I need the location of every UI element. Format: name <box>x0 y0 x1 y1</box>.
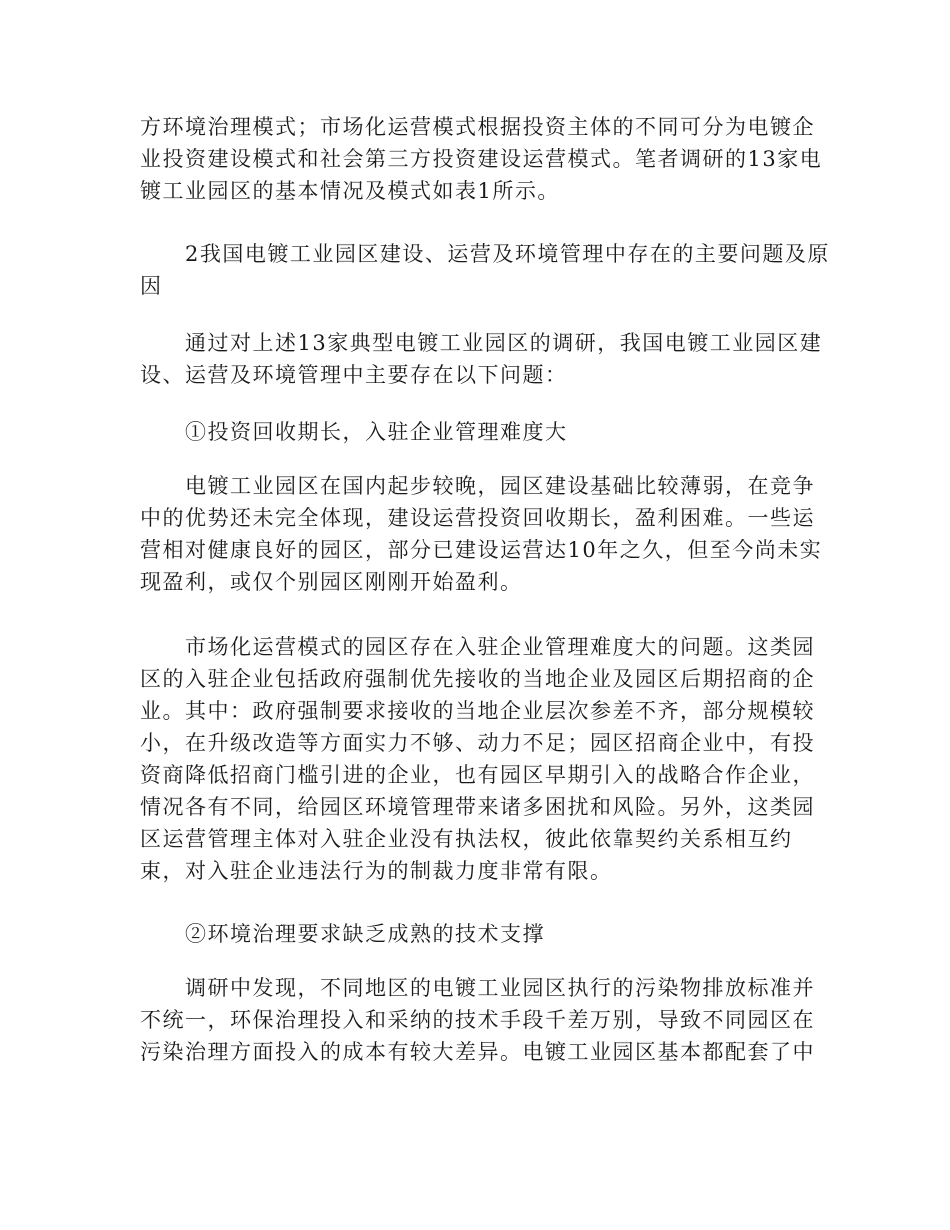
text-line: 污染治理方面投入的成本有较大差异。电镀工业园区基本都配套了中 <box>140 1040 815 1064</box>
paragraph <box>140 631 820 887</box>
text-line: 区运营管理主体对入驻企业没有执法权，彼此依靠契约关系相互约 <box>140 827 793 851</box>
paragraph <box>140 470 823 598</box>
paragraph <box>140 972 820 1068</box>
text-line: 业投资建设模式和社会第三方投资建设运营模式。笔者调研的13家电 <box>140 147 823 171</box>
text-line: 区的入驻企业包括政府强制优先接收的当地企业及园区后期招商的企 <box>140 667 815 691</box>
text-line: ①投资回收期长，入驻企业管理难度大 <box>185 420 568 444</box>
paragraph-continuation <box>140 111 823 207</box>
text-line: 设、运营及环境管理中主要存在以下问题： <box>140 363 568 387</box>
text-line: 营相对健康良好的园区，部分已建设运营达10年之久，但至今尚未实 <box>140 538 823 562</box>
text-line: 中的优势还未完全体现，建设运营投资回收期长，盈利困难。一些运 <box>140 506 815 530</box>
text-line: 镀工业园区的基本情况及模式如表1所示。 <box>140 179 560 203</box>
text-line: 情况各有不同，给园区环境管理带来诸多困扰和风险。另外，这类园 <box>140 795 815 819</box>
subheading <box>140 918 820 950</box>
text-line: 资商降低招商门槛引进的企业，也有园区早期引入的战略合作企业， <box>140 763 815 787</box>
text-line: 调研中发现，不同地区的电镀工业园区执行的污染物排放标准并 <box>185 976 815 1000</box>
text-line: 电镀工业园区在国内起步较晚，园区建设基础比较薄弱，在竞争 <box>185 474 815 498</box>
text-line: 通过对上述13家典型电镀工业园区的调研，我国电镀工业园区建 <box>185 331 823 355</box>
text-line: ②环境治理要求缺乏成熟的技术支撑 <box>185 922 545 946</box>
text-line: 市场化运营模式的园区存在入驻企业管理难度大的问题。这类园 <box>185 635 815 659</box>
text-line: 不统一，环保治理投入和采纳的技术手段千差万别，导致不同园区在 <box>140 1008 815 1032</box>
text-line: 束，对入驻企业违法行为的制裁力度非常有限。 <box>140 859 613 883</box>
text-line: 因 <box>140 274 163 298</box>
text-line: 业。其中：政府强制要求接收的当地企业层次参差不齐，部分规模较 <box>140 699 815 723</box>
section-heading <box>140 238 830 302</box>
text-line: 现盈利，或仅个别园区刚刚开始盈利。 <box>140 570 523 594</box>
subheading <box>140 416 820 448</box>
text-line: 2我国电镀工业园区建设、运营及环境管理中存在的主要问题及原 <box>185 242 830 266</box>
paragraph <box>140 327 823 391</box>
text-line: 小，在升级改造等方面实力不够、动力不足；园区招商企业中，有投 <box>140 731 815 755</box>
text-line: 方环境治理模式；市场化运营模式根据投资主体的不同可分为电镀企 <box>140 115 815 139</box>
